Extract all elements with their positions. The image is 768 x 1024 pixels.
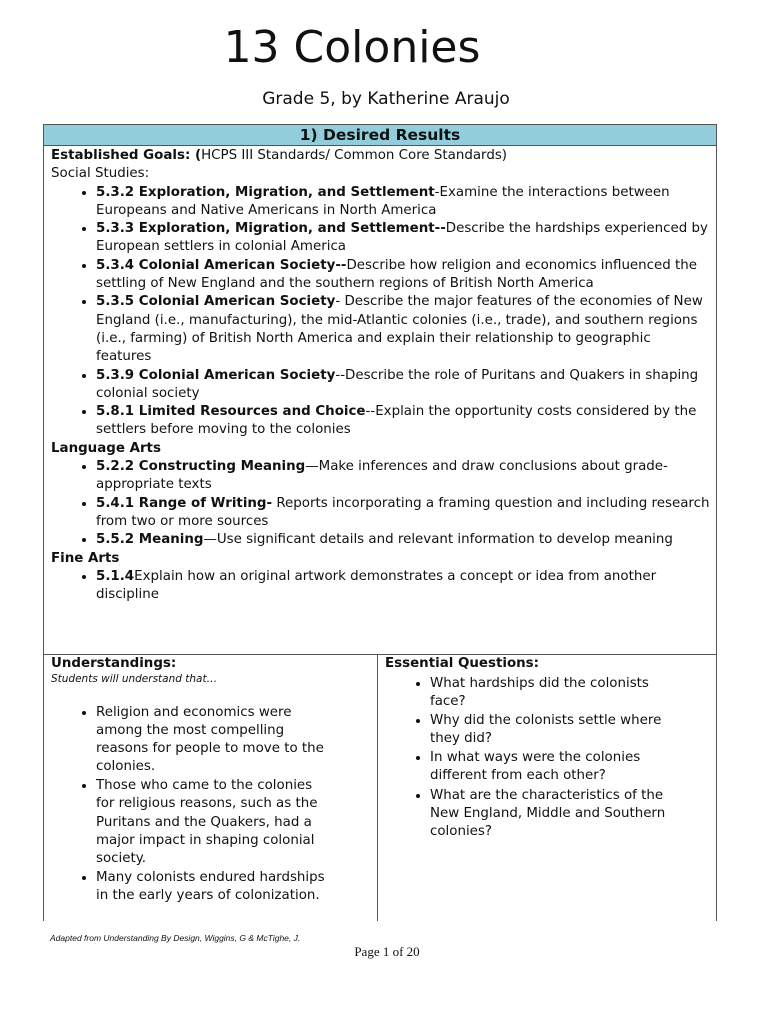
standard-text: —Make inferences and draw conclusions about grade-appropriate texts xyxy=(96,459,668,493)
understandings-list xyxy=(51,704,326,905)
list-item xyxy=(96,184,710,221)
essential-questions-list xyxy=(385,675,670,841)
list-item xyxy=(96,495,710,532)
list-item xyxy=(96,403,710,440)
fine-arts-list xyxy=(51,568,710,605)
standard-code: 5.5.2 Meaning xyxy=(96,532,204,548)
language-arts-label: Language Arts xyxy=(51,440,161,456)
list-item xyxy=(96,367,710,404)
list-item xyxy=(96,458,710,495)
list-item xyxy=(96,531,710,549)
list-item xyxy=(96,293,710,366)
standard-code: 5.3.3 Exploration, Migration, and Settlement-- xyxy=(96,221,446,237)
page-title: 13 Colonies xyxy=(223,22,481,73)
standard-text: Reports incorporating a framing question and including research from two or more sources xyxy=(96,495,710,529)
standard-text: Explain how an original artwork demonstrates a concept or idea from another discipline xyxy=(96,568,657,603)
desired-results-box xyxy=(43,124,717,655)
list-item: • What are the characteristics of the New England, Middle and Southern colonies? xyxy=(430,787,670,841)
list-item: • In what ways were the colonies different from each other? xyxy=(430,749,670,785)
understandings-cell xyxy=(44,655,378,921)
standard-text: -Examine the interactions between Europeans and Native Americans in North America xyxy=(96,184,670,218)
established-goals-label: Established Goals: ( xyxy=(51,148,202,163)
adapted-from-note: Adapted from Understanding By Design, Wiggins, G & McTighe, J. xyxy=(50,933,301,943)
essential-questions-cell xyxy=(378,655,716,921)
standard-code: 5.3.9 Colonial American Society xyxy=(96,367,336,383)
standard-text: Describe how religion and economics influenced the settling of New England and the southern regions of British North America xyxy=(96,257,697,292)
standard-text: —Use significant details and relevant information to develop meaning xyxy=(203,532,673,548)
standard-code: 5.8.1 Limited Resources and Choice xyxy=(96,404,366,420)
standard-text: Describe the hardships experienced by European settlers in colonial America xyxy=(96,221,708,255)
page-number: Page 1 of 20 xyxy=(354,944,420,959)
standard-text: --Explain the opportunity costs considered by the settlers before moving to the colonies xyxy=(96,404,697,438)
essential-questions-heading: Essential Questions: xyxy=(385,656,539,671)
list-item: • Religion and economics were among the most compelling reasons for people to move to the colonies. xyxy=(96,704,326,776)
established-goals-text: HCPS III Standards/ Common Core Standards) xyxy=(201,148,508,163)
desired-results-content xyxy=(44,146,716,604)
standard-text: --Describe the role of Puritans and Quakers in shaping colonial society xyxy=(96,367,699,401)
page-subtitle: Grade 5, by Katherine Araujo xyxy=(262,89,510,109)
standard-code: 5.3.2 Exploration, Migration, and Settlement xyxy=(96,184,435,200)
list-item: • Why did the colonists settle where they did? xyxy=(430,712,670,748)
list-item: • Those who came to the colonies for religious reasons, such as the Puritans and the Quakers, had a major impact in shaping colonial society. xyxy=(96,777,326,867)
standard-code: 5.2.2 Constructing Meaning xyxy=(96,459,306,475)
section-header: 1) Desired Results xyxy=(44,125,716,146)
social-studies-label: Social Studies: xyxy=(51,166,150,182)
language-arts-list xyxy=(51,458,710,549)
list-item xyxy=(96,220,710,257)
understandings-questions-table xyxy=(43,654,717,921)
social-studies-list xyxy=(51,184,710,440)
understandings-note: Students will understand that… xyxy=(51,673,218,685)
list-item: • Many colonists endured hardships in the early years of colonization. xyxy=(96,869,326,905)
standard-code: 5.3.4 Colonial American Society-- xyxy=(96,257,347,273)
list-item xyxy=(96,257,710,294)
standard-code: 5.3.5 Colonial American Society xyxy=(96,294,336,310)
standard-text: - Describe the major features of the economies of New England (i.e., manufacturing), the mid-Atlantic colonies (i.e., trade), and southern regions (i.e., farming) of British North America and explain their relationship to geographic features xyxy=(96,294,703,365)
list-item: • What hardships did the colonists face? xyxy=(430,675,670,711)
understandings-heading: Understandings: xyxy=(51,656,177,671)
standard-code: 5.1.4 xyxy=(96,568,135,584)
list-item xyxy=(96,568,710,605)
fine-arts-label: Fine Arts xyxy=(51,550,120,566)
established-goals-line xyxy=(51,147,710,165)
standard-code: 5.4.1 Range of Writing- xyxy=(96,495,273,511)
